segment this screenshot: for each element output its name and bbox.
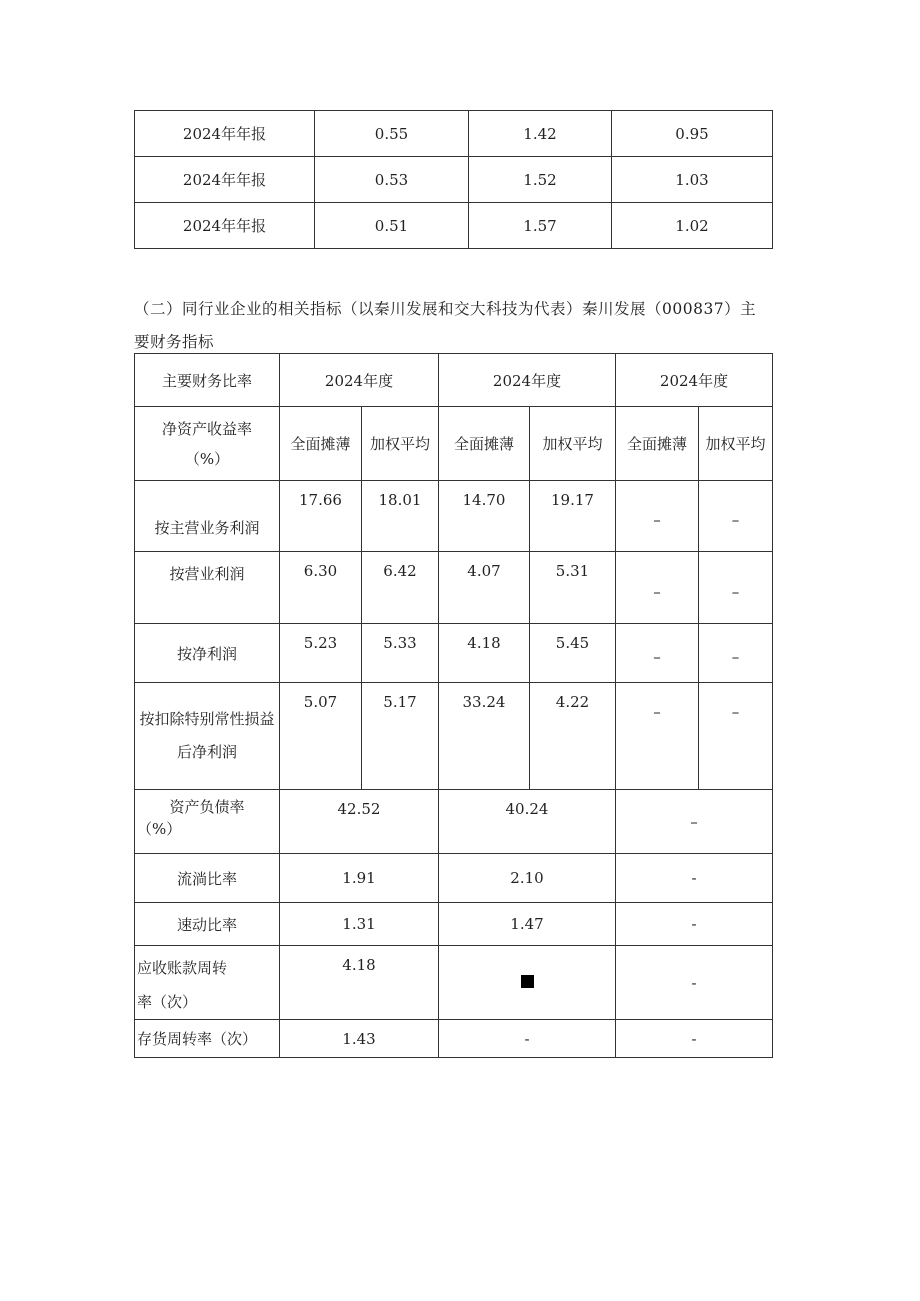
row-label: 按扣除特别常性损益后净利润 <box>135 683 280 790</box>
value-cell: - <box>616 1020 773 1058</box>
value-cell: 2.10 <box>439 854 616 903</box>
subheader-cell: 加权平均 <box>362 407 439 481</box>
row-label-line: 率（次） <box>137 993 198 1011</box>
value-cell: 0.95 <box>612 111 773 157</box>
value-cell: 0.51 <box>315 203 469 249</box>
value-cell: 0.55 <box>315 111 469 157</box>
value-cell: 4.18 <box>280 946 439 1020</box>
row-label: 2024年年报 <box>135 203 315 249</box>
value-cell: 1.31 <box>280 903 439 946</box>
roe-label <box>135 407 280 481</box>
value-cell: 1.42 <box>469 111 612 157</box>
subheader-cell: 加权平均 <box>699 407 773 481</box>
value-cell: – <box>616 481 699 552</box>
value-cell: – <box>616 683 699 790</box>
value-cell: - <box>616 903 773 946</box>
table-row <box>135 624 773 683</box>
value-cell: 1.43 <box>280 1020 439 1058</box>
section-paragraph <box>134 293 774 359</box>
value-cell: 4.18 <box>439 624 530 683</box>
value-cell: – <box>699 481 773 552</box>
row-label: 按净利润 <box>135 624 280 683</box>
value-cell: 33.24 <box>439 683 530 790</box>
table-row <box>135 854 773 903</box>
row-label: 按主营业务利润 <box>135 481 280 552</box>
year-header: 2024年度 <box>616 354 773 407</box>
value-cell: 1.47 <box>439 903 616 946</box>
value-cell: 42.52 <box>280 790 439 854</box>
table-row <box>135 552 773 624</box>
table-row <box>135 946 773 1020</box>
value-cell: 19.17 <box>530 481 616 552</box>
value-cell: - <box>616 854 773 903</box>
value-cell: – <box>616 790 773 854</box>
table-row <box>135 203 773 249</box>
value-cell: – <box>616 624 699 683</box>
row-label: 存货周转率（次） <box>135 1020 280 1058</box>
value-cell: 5.23 <box>280 624 362 683</box>
financial-indicators-table <box>134 353 773 1058</box>
value-cell: 6.42 <box>362 552 439 624</box>
value-cell: - <box>439 1020 616 1058</box>
value-cell: 5.33 <box>362 624 439 683</box>
year-header: 2024年度 <box>439 354 616 407</box>
header-label: 主要财务比率 <box>135 354 280 407</box>
redaction-square-icon <box>521 975 534 988</box>
paragraph-line: 要财务指标 <box>134 333 215 351</box>
value-cell: 17.66 <box>280 481 362 552</box>
value-cell: 5.07 <box>280 683 362 790</box>
value-cell: – <box>699 624 773 683</box>
table-header-row <box>135 354 773 407</box>
value-cell: 4.07 <box>439 552 530 624</box>
row-label: 2024年年报 <box>135 157 315 203</box>
row-label: 按营业利润 <box>135 552 280 624</box>
table-row <box>135 481 773 552</box>
roe-label-unit: （%） <box>184 449 230 468</box>
roe-subheader-row <box>135 407 773 481</box>
ratio-table-top <box>134 110 773 249</box>
value-cell: – <box>616 552 699 624</box>
value-cell: 5.45 <box>530 624 616 683</box>
value-cell: 1.91 <box>280 854 439 903</box>
subheader-cell: 全面摊薄 <box>280 407 362 481</box>
paragraph-line: （二）同行业企业的相关指标（以秦川发展和交大科技为代表）秦川发展（000837）主 <box>134 300 757 318</box>
value-cell: 1.03 <box>612 157 773 203</box>
table-row <box>135 1020 773 1058</box>
row-label-unit: （%） <box>137 820 182 838</box>
row-label: 流淌比率 <box>135 854 280 903</box>
table-row <box>135 790 773 854</box>
value-cell: 1.02 <box>612 203 773 249</box>
value-cell: 1.52 <box>469 157 612 203</box>
table-row <box>135 683 773 790</box>
table-row <box>135 903 773 946</box>
value-cell: 6.30 <box>280 552 362 624</box>
redacted-cell <box>439 946 616 1020</box>
row-label: 2024年年报 <box>135 111 315 157</box>
table-row <box>135 157 773 203</box>
row-label <box>135 946 280 1020</box>
subheader-cell: 全面摊薄 <box>616 407 699 481</box>
value-cell: 1.57 <box>469 203 612 249</box>
value-cell: 0.53 <box>315 157 469 203</box>
row-label <box>135 790 280 854</box>
value-cell: 5.17 <box>362 683 439 790</box>
value-cell: 18.01 <box>362 481 439 552</box>
value-cell: 14.70 <box>439 481 530 552</box>
value-cell: – <box>699 552 773 624</box>
value-cell: 5.31 <box>530 552 616 624</box>
roe-label-line: 净资产收益率 <box>161 419 252 438</box>
value-cell: - <box>616 946 773 1020</box>
value-cell: 40.24 <box>439 790 616 854</box>
subheader-cell: 加权平均 <box>530 407 616 481</box>
value-cell: 4.22 <box>530 683 616 790</box>
value-cell: – <box>699 683 773 790</box>
row-label: 速动比率 <box>135 903 280 946</box>
row-label-line: 应收账款周转 <box>137 959 228 977</box>
year-header: 2024年度 <box>280 354 439 407</box>
row-label-line: 资产负债率 <box>169 798 245 816</box>
subheader-cell: 全面摊薄 <box>439 407 530 481</box>
table-row <box>135 111 773 157</box>
